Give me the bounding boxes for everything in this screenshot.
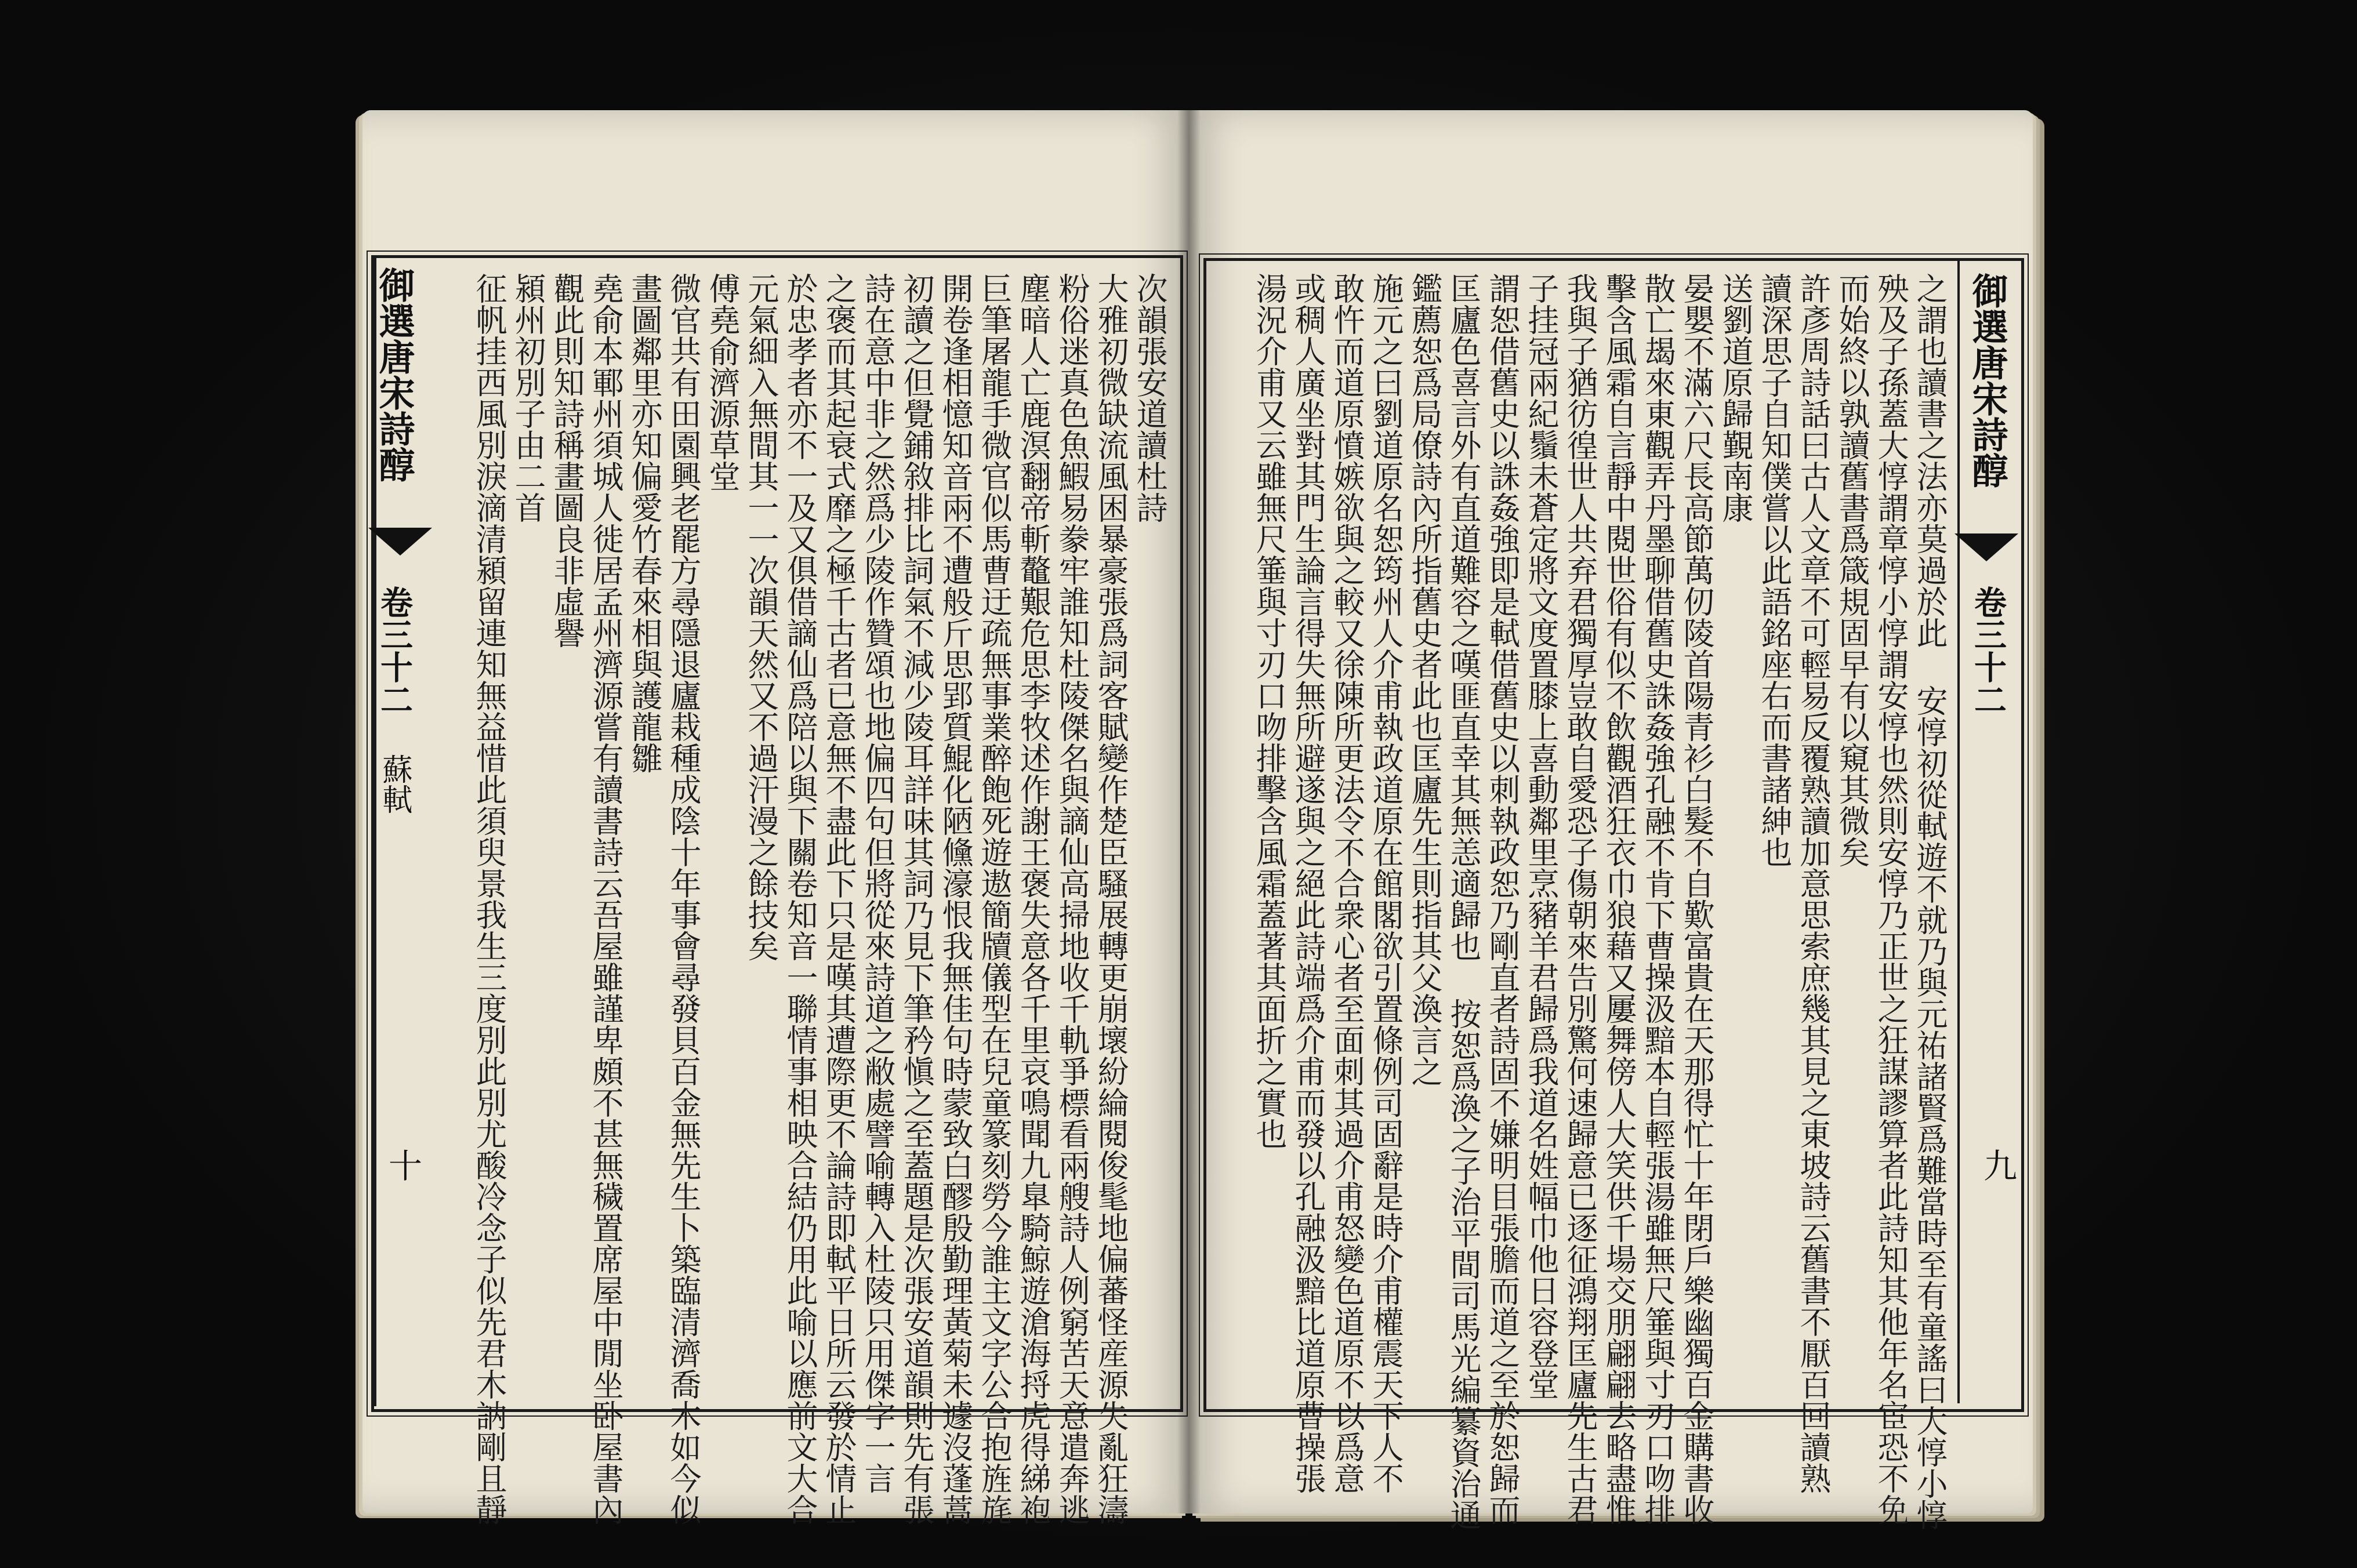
text-column: 湯況介甫又云雖無尺箠與寸刃口吻排擊含風霜蓋著其面折之實也 — [1251, 273, 1288, 1149]
text-column: 征帆挂西風別淚滴清潁留連知無益惜此須臾景我生三度別此別尤酸冷念子似先君木訥剛且靜 — [471, 273, 507, 1525]
text-column: 畫圖鄰里亦知偏愛竹春來相與護龍雛 — [626, 273, 663, 774]
left-fish-tail-top — [368, 528, 432, 556]
text-column: 而始終以孰讀舊書爲箴規固早有以窺其微矣 — [1834, 273, 1870, 868]
right-fish-tail-top — [1955, 533, 2018, 561]
text-column: 傅堯俞濟源草堂 — [704, 273, 741, 492]
text-column: 晏嬰不滿六尺長高節萬仞陵首陽青衫白髮不自歎富貴在天那得忙十年閉戶樂幽獨百金購書收 — [1678, 273, 1715, 1525]
right-volume: 卷三十二 — [1969, 586, 2007, 716]
text-column: 堯俞本鄆州須城人徙居孟州濟源嘗有讀書詩云吾屋雖謹卑頗不甚無穢置席屋中閒坐卧屋書內 — [588, 273, 624, 1525]
text-column: 讀深思子自知僕嘗以此語銘座右而書諸紳也 — [1756, 273, 1793, 868]
text-column: 次韻張安道讀杜詩 — [1132, 273, 1168, 523]
text-column: 殃及子孫蓋大惇謂章惇小惇謂安惇也然則安惇乃正世之狂謀謬算者此詩知其他年名宦恐不免 — [1873, 273, 1909, 1525]
text-column: 施元之曰劉道原名恕筠州人介甫執政道原在館閣欲引置條例司固辭是時介甫權震天下人不 — [1368, 273, 1404, 1494]
text-column: 於忠孝者亦不一及又俱借謫仙爲陪以與下關卷知音一聯情事相映合結仍用此喻以應前文大合 — [782, 273, 818, 1525]
text-column: 散亡朅來東觀弄丹墨聊借舊史誅姦強孔融不肯下曹操汲黯本自輕張湯雖無尺箠與寸刃口吻排 — [1640, 273, 1676, 1525]
text-column: 詩在意中非之然爲少陵作贊頌也地偏四句但將從來詩道之敝處譬喻轉入杜陵只用傑字一言 — [860, 273, 896, 1494]
text-column: 觀此則知詩稱畫圖良非虛譽 — [549, 273, 585, 648]
text-column: 潁州初別子由二首 — [510, 273, 546, 523]
text-column: 之謂也讀書之法亦莫過於此 安惇初從軾遊不就乃與元祐諸賢爲難當時至有童謠曰大惇小惇 — [1912, 273, 1948, 1530]
text-column: 送劉道原歸覲南康 — [1717, 273, 1754, 523]
right-folio: 九 — [1978, 1148, 2017, 1182]
text-column: 初讀之但覺鋪敘排比詞氣不減少陵耳詳味其詞乃見下筆矜愼之至蓋題是次張安道韻則先有張 — [898, 273, 935, 1525]
right-banner-title: 御選唐宋詩醇 — [1966, 273, 2008, 488]
text-column: 開卷逢相憶知音兩不遭般斤思郢質鯤化陋儵濠恨我無佳句時蒙致白醪殷勤理黃菊未遽沒蓬蒿 — [937, 273, 974, 1525]
text-column: 巨筆屠龍手微官似馬曹迂疏無事業醉飽死遊遨簡牘儀型在兒童篆刻勞今誰主文字公合抱旌旄 — [976, 273, 1013, 1525]
text-column: 或稠人廣坐對其門生論言得失無所避遂與之絕此詩端爲介甫而發以孔融汲黯比道原曹操張 — [1290, 273, 1326, 1494]
text-column: 匡廬色喜言外有直道難容之嘆匪直幸其無恙適歸也 按恕爲渙之子治平間司馬光編纂資治通 — [1445, 273, 1482, 1530]
text-column: 之褒而其起衰式靡之極千古者已意無不盡此下只是嘆其遭際更不論詩即軾平日所云發於情止 — [821, 273, 857, 1525]
text-column: 塵暗人亡鹿溟翻帝斬鼇艱危思李牧述作謝王褒失意各千里哀鳴聞九臯騎鯨遊滄海捋虎得綈袍 — [1015, 273, 1051, 1525]
left-folio: 十 — [383, 1148, 422, 1182]
text-column: 許彥周詩話曰古人文章不可輕易反覆熟讀加意思索庶幾其見之東坡詩云舊書不厭百回讀熟 — [1795, 273, 1832, 1494]
left-volume: 卷三十二 — [375, 586, 414, 716]
text-column: 我與子猶彷徨世人共弃君獨厚豈敢自愛恐子傷朝來告別驚何速歸意已逐征鴻翔匡廬先生古君 — [1562, 273, 1598, 1525]
left-banner-title: 御選唐宋詩醇 — [373, 267, 415, 482]
text-column: 擊含風霜自言靜中閱世俗有似不飲觀酒狂衣巾狼藉又屢舞傍人大笑供千場交朋翩翩去略盡惟 — [1601, 273, 1637, 1525]
text-column: 子挂冠兩紀鬚未蒼定將文度置膝上喜動鄰里烹豬羊君歸爲我道名姓幅巾他日容登堂 — [1523, 273, 1560, 1400]
text-column: 敢忤而道原憤嫉欲與之較又徐陳所更法令不合衆心者至面刺其過介甫怒變色道原不以爲意 — [1329, 273, 1365, 1494]
text-column: 鑑薦恕爲局僚詩內所指舊史者此也匡廬先生則指其父渙言之 — [1406, 273, 1443, 1087]
left-author: 蘇軾 — [377, 754, 412, 814]
text-column: 大雅初微缺流風困暴豪張爲詞客賦變作楚臣騷展轉更崩壞紛綸閱俊髦地偏蕃怪産源失亂狂濤 — [1093, 273, 1129, 1525]
text-column: 微官共有田園興老罷方尋隱退廬栽種成陰十年事會尋發貝百金無先生卜築臨清濟喬木如今似 — [665, 273, 702, 1525]
text-column: 粉俗迷真色魚鰕易豢牢誰知杜陵傑名與謫仙高掃地收千軌爭標看兩艘詩人例窮苦天意遣奔逃 — [1054, 273, 1090, 1525]
text-column: 謂恕借舊史以誅姦強即是軾借舊史以刺執政恕乃剛直者詩固不嫌明目張膽而道之至於恕歸而 — [1484, 273, 1521, 1525]
text-column: 元氣細入無間其一一次韻天然又不過汗漫之餘技矣 — [743, 273, 779, 961]
